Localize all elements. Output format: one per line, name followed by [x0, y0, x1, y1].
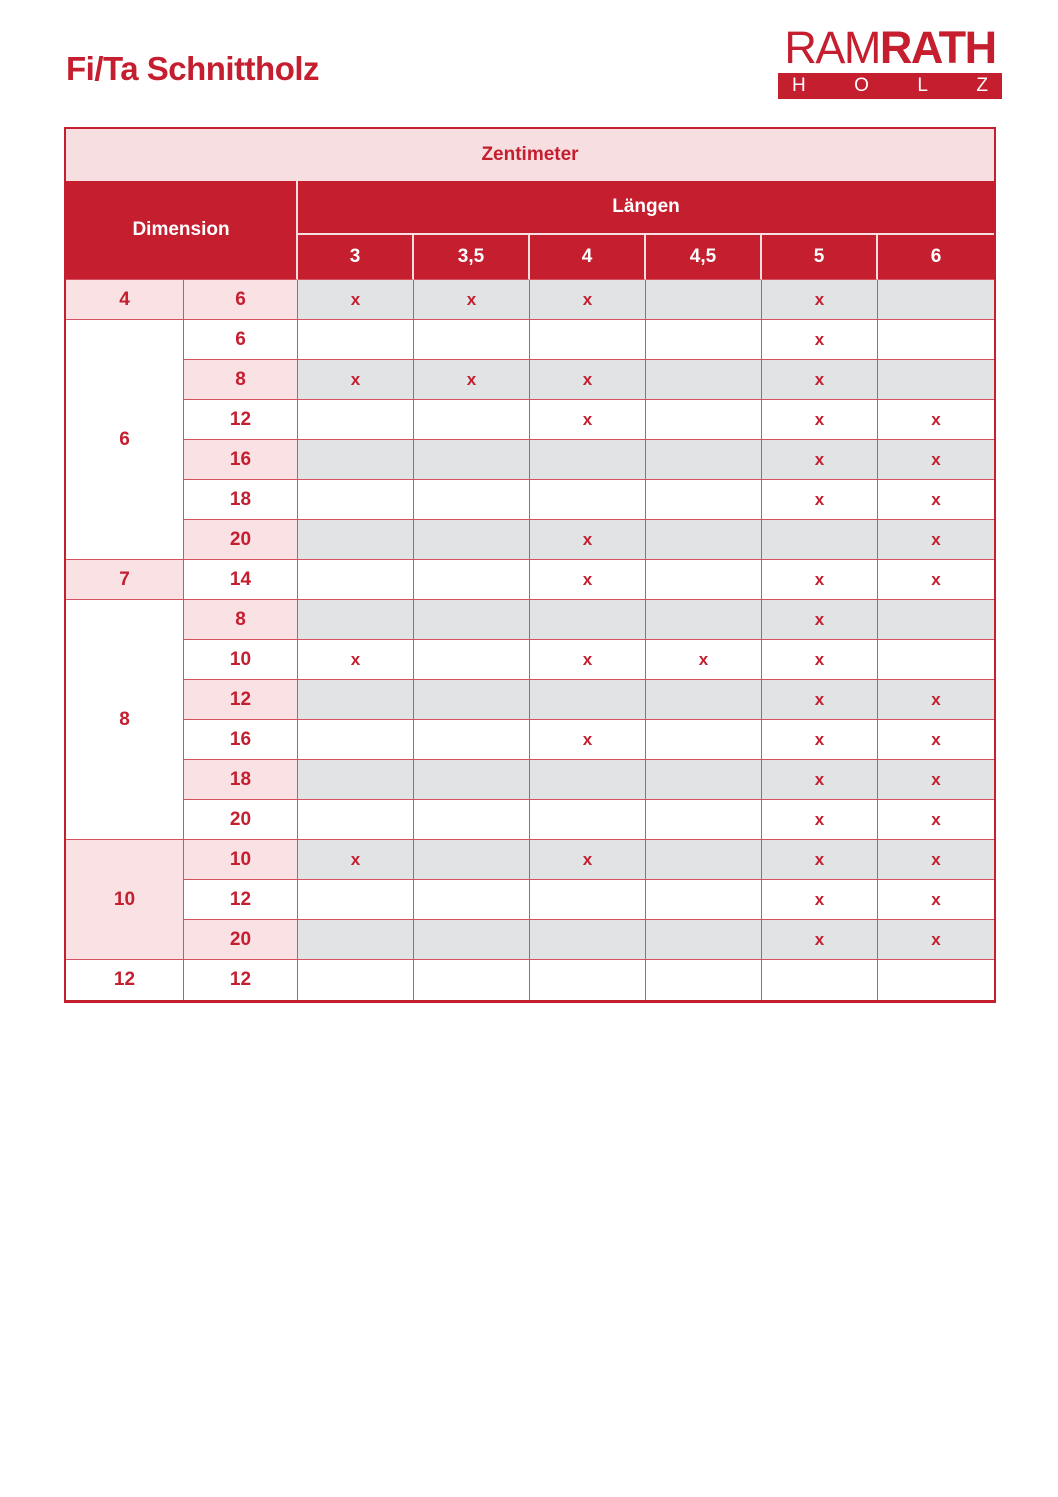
logo-text-ram: RAM [784, 22, 880, 73]
size-cell: 6 [184, 320, 298, 360]
size-cell: 16 [184, 440, 298, 480]
availability-cell [298, 480, 414, 520]
availability-cell [646, 960, 762, 1000]
availability-cell [414, 320, 530, 360]
availability-cell: x [530, 520, 646, 560]
availability-cell: x [530, 360, 646, 400]
page-title: Fi/Ta Schnittholz [66, 50, 320, 87]
table-row [66, 320, 994, 360]
length-column-header: 3 [298, 235, 414, 280]
table-row [66, 840, 994, 880]
availability-cell [646, 880, 762, 920]
availability-cell: x [762, 440, 878, 480]
size-cell: 14 [184, 560, 298, 600]
zentimeter-row [66, 129, 994, 181]
table-row [66, 640, 994, 680]
laengen-header: Längen [298, 181, 994, 235]
availability-cell [414, 520, 530, 560]
logo-letter: O [854, 74, 869, 96]
availability-cell [298, 520, 414, 560]
availability-cell [646, 600, 762, 640]
availability-cell [298, 760, 414, 800]
laengen-row [66, 181, 994, 235]
table-row [66, 680, 994, 720]
availability-cell [762, 960, 878, 1000]
availability-cell [414, 480, 530, 520]
length-column-header: 6 [878, 235, 994, 280]
availability-cell [298, 920, 414, 960]
table-row [66, 520, 994, 560]
availability-cell [414, 440, 530, 480]
availability-cell: x [530, 560, 646, 600]
size-cell: 10 [184, 640, 298, 680]
zentimeter-header: Zentimeter [66, 129, 994, 181]
availability-cell [298, 440, 414, 480]
availability-cell: x [762, 920, 878, 960]
table-row [66, 920, 994, 960]
availability-cell: x [878, 920, 994, 960]
availability-cell [298, 880, 414, 920]
availability-cell [414, 920, 530, 960]
availability-cell: x [762, 400, 878, 440]
availability-cell [646, 560, 762, 600]
availability-cell [878, 600, 994, 640]
availability-cell: x [414, 280, 530, 320]
table-row [66, 400, 994, 440]
size-cell: 20 [184, 800, 298, 840]
availability-cell: x [530, 400, 646, 440]
size-cell: 20 [184, 520, 298, 560]
availability-cell [530, 480, 646, 520]
length-column-header: 4 [530, 235, 646, 280]
availability-cell [646, 920, 762, 960]
availability-cell: x [878, 760, 994, 800]
table-row [66, 880, 994, 920]
availability-cell [646, 320, 762, 360]
availability-cell [646, 360, 762, 400]
availability-cell [530, 880, 646, 920]
availability-cell [646, 400, 762, 440]
availability-cell [878, 280, 994, 320]
availability-cell: x [762, 760, 878, 800]
availability-cell [878, 320, 994, 360]
logo-letter: L [917, 74, 928, 96]
table-row [66, 720, 994, 760]
dimension-cell: 12 [66, 960, 184, 1000]
availability-cell: x [298, 840, 414, 880]
availability-cell [414, 720, 530, 760]
availability-cell [530, 800, 646, 840]
dimension-header: Dimension [66, 181, 298, 280]
availability-cell [414, 960, 530, 1000]
size-cell: 8 [184, 600, 298, 640]
availability-cell [878, 360, 994, 400]
availability-cell [298, 320, 414, 360]
availability-cell [298, 720, 414, 760]
availability-cell: x [878, 560, 994, 600]
table-row [66, 360, 994, 400]
size-cell: 10 [184, 840, 298, 880]
availability-cell: x [878, 440, 994, 480]
size-cell: 12 [184, 680, 298, 720]
dimension-cell: 4 [66, 280, 184, 320]
length-column-header: 5 [762, 235, 878, 280]
table-row [66, 960, 994, 1000]
dimension-cell: 6 [66, 320, 184, 560]
table-row [66, 280, 994, 320]
length-column-header: 4,5 [646, 235, 762, 280]
availability-cell [298, 400, 414, 440]
availability-cell: x [878, 840, 994, 880]
availability-cell [646, 480, 762, 520]
availability-cell: x [762, 480, 878, 520]
availability-cell: x [762, 840, 878, 880]
availability-cell: x [530, 720, 646, 760]
table-row [66, 440, 994, 480]
availability-cell [646, 520, 762, 560]
availability-cell: x [298, 640, 414, 680]
availability-cell: x [762, 800, 878, 840]
logo-text-rath: RATH [879, 22, 996, 73]
availability-cell [646, 680, 762, 720]
size-cell: 6 [184, 280, 298, 320]
availability-cell [414, 640, 530, 680]
availability-cell: x [762, 680, 878, 720]
dimension-cell: 8 [66, 600, 184, 840]
size-cell: 16 [184, 720, 298, 760]
availability-cell [646, 840, 762, 880]
availability-cell [530, 600, 646, 640]
availability-cell: x [762, 320, 878, 360]
dimension-cell: 7 [66, 560, 184, 600]
availability-cell [646, 760, 762, 800]
availability-cell: x [878, 520, 994, 560]
availability-cell: x [646, 640, 762, 680]
availability-cell: x [762, 640, 878, 680]
size-cell: 18 [184, 480, 298, 520]
availability-cell [414, 400, 530, 440]
availability-cell [298, 800, 414, 840]
availability-cell [646, 800, 762, 840]
availability-cell [298, 560, 414, 600]
availability-cell: x [414, 360, 530, 400]
availability-cell: x [762, 280, 878, 320]
ramrath-logo [778, 22, 1002, 99]
availability-cell: x [298, 360, 414, 400]
availability-cell [414, 880, 530, 920]
length-column-header: 3,5 [414, 235, 530, 280]
availability-cell: x [298, 280, 414, 320]
availability-cell [646, 720, 762, 760]
availability-cell: x [762, 720, 878, 760]
availability-cell: x [530, 840, 646, 880]
availability-cell [414, 840, 530, 880]
availability-cell [530, 680, 646, 720]
table-row [66, 600, 994, 640]
size-cell: 8 [184, 360, 298, 400]
dimension-cell: 10 [66, 840, 184, 960]
size-cell: 12 [184, 880, 298, 920]
availability-cell: x [878, 880, 994, 920]
table-row [66, 480, 994, 520]
size-cell: 18 [184, 760, 298, 800]
availability-cell [298, 680, 414, 720]
availability-cell: x [878, 720, 994, 760]
availability-cell [646, 280, 762, 320]
availability-cell: x [762, 880, 878, 920]
availability-cell [414, 600, 530, 640]
availability-cell [530, 440, 646, 480]
availability-cell: x [878, 680, 994, 720]
availability-cell: x [530, 280, 646, 320]
table-row [66, 760, 994, 800]
availability-cell: x [878, 480, 994, 520]
availability-cell [646, 440, 762, 480]
availability-cell [530, 760, 646, 800]
availability-cell: x [762, 360, 878, 400]
table-row [66, 800, 994, 840]
availability-cell [414, 760, 530, 800]
schnittholz-availability-table [64, 127, 996, 1003]
availability-cell [878, 640, 994, 680]
availability-cell [530, 920, 646, 960]
size-cell: 12 [184, 960, 298, 1000]
availability-cell [414, 800, 530, 840]
availability-cell [414, 560, 530, 600]
table-row [66, 560, 994, 600]
size-cell: 20 [184, 920, 298, 960]
availability-cell: x [530, 640, 646, 680]
availability-cell: x [762, 560, 878, 600]
logo-wordmark [778, 22, 1002, 73]
availability-cell [530, 960, 646, 1000]
logo-holz-bar [778, 73, 1002, 99]
availability-cell [414, 680, 530, 720]
availability-cell: x [878, 800, 994, 840]
availability-cell: x [762, 600, 878, 640]
availability-cell [298, 960, 414, 1000]
availability-cell [298, 600, 414, 640]
availability-cell [762, 520, 878, 560]
logo-letter: Z [976, 74, 988, 96]
size-cell: 12 [184, 400, 298, 440]
availability-cell: x [878, 400, 994, 440]
logo-letter: H [792, 74, 806, 96]
availability-cell [530, 320, 646, 360]
availability-cell [878, 960, 994, 1000]
